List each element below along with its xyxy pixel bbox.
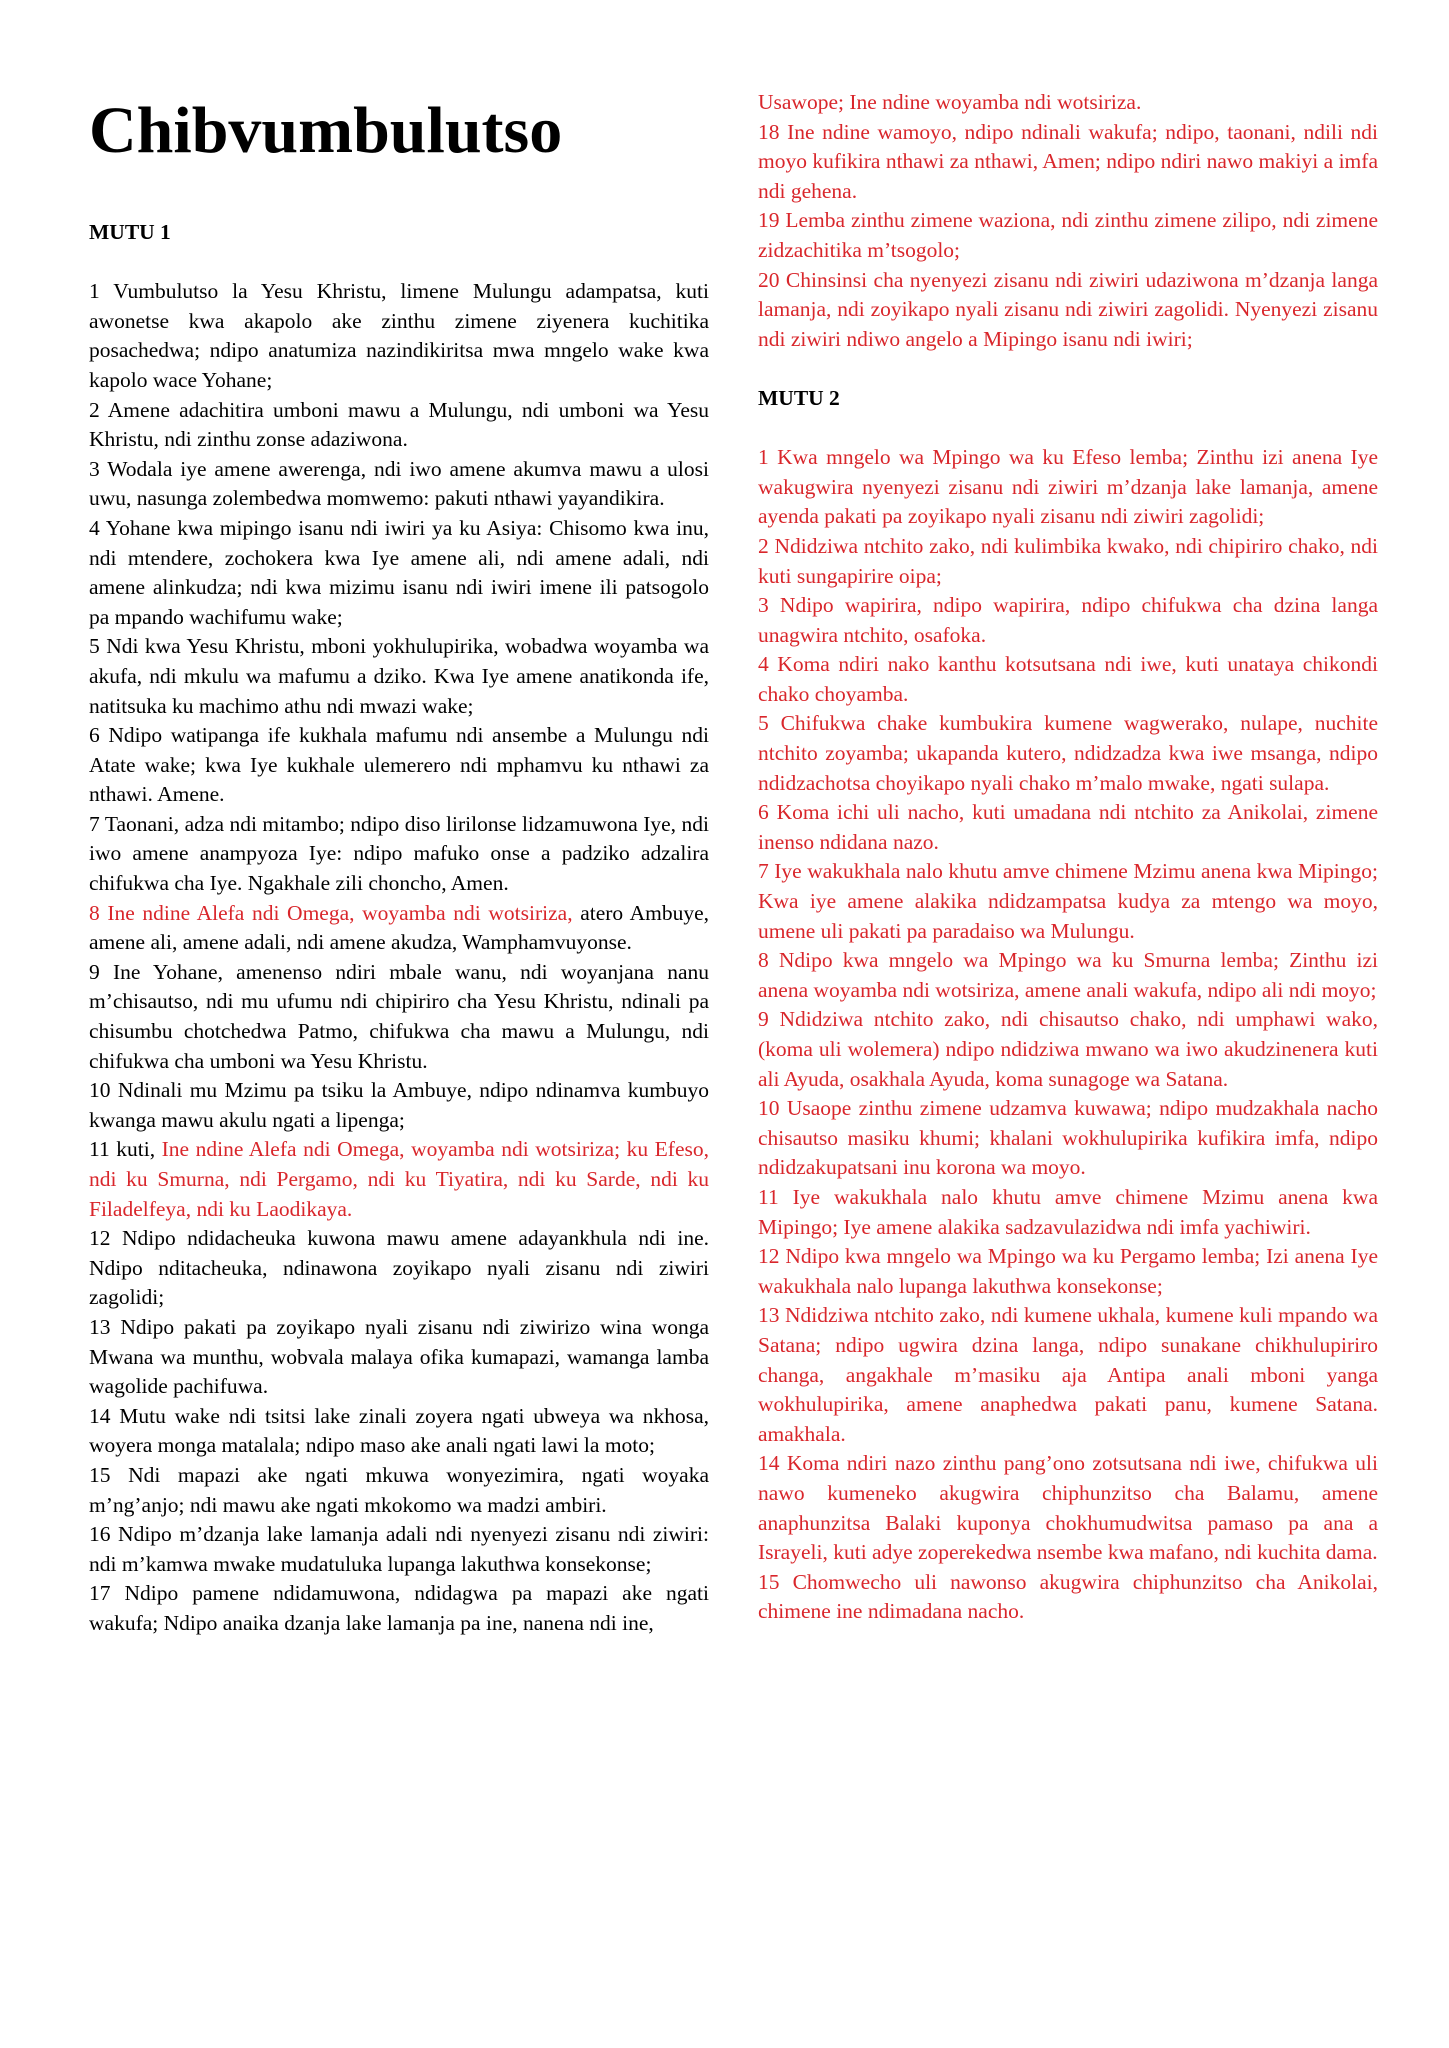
verse-2-2: 2 Ndidziwa ntchito zako, ndi kulimbika kwako, ndi chipiriro chako, ndi kuti sungapirire oipa; xyxy=(758,533,1378,588)
verse-1-8-black: atero Ambuye, amene ali, amene adali, ndi amene akudza, Wamphamvuyonse. xyxy=(89,900,709,955)
verse-2-8: 8 Ndipo kwa mngelo wa Mpingo wa ku Smurna lemba; Zinthu izi anena woyamba ndi wotsiriza, amene anali wakufa, ndipo ali ndi moyo; xyxy=(758,948,1378,1002)
verse-2-3: 3 Ndipo wapirira, ndipo wapirira, ndipo chifukwa cha dzina langa unagwira ntchito, osafoka. xyxy=(758,593,1378,647)
verse-1-15: 15 Ndi mapazi ake ngati mkuwa wonyezimira, ngati woyaka m’ng’anjo; ndi mawu ake ngati mkokomo wa madzi ambiri. xyxy=(89,1462,709,1517)
verse-2-13: 13 Ndidziwa ntchito zako, ndi kumene ukhala, kumene kuli mpando wa Satana; ndipo ugwira dzina langa, ndipo sunakane chikhulupiriro changa, angakhale m’masiku aja Antipa anali mboni yanga wokhulupirika, amene anaphedwa pakati panu, kumene Satana. amakhala. xyxy=(758,1303,1378,1446)
verse-1-3: 3 Wodala iye amene awerenga, ndi iwo amene akumva mawu a ulosi uwu, nasunga zolembedwa momwemo: pakuti nthawi yayandikira. xyxy=(89,456,709,511)
verse-1-11-red: Ine ndine Alefa ndi Omega, woyamba ndi wotsiriza; ku Efeso, ndi ku Smurna, ndi Pergamo, ndi ku Tiyatira, ndi ku Sarde, ndi ku Filadelfeya, ndi ku Laodikaya. xyxy=(89,1137,709,1221)
chapter-1-heading: MUTU 1 xyxy=(89,220,171,244)
verse-1-5: 5 Ndi kwa Yesu Khristu, mboni yokhulupirika, wobadwa woyamba wa akufa, ndi mkulu wa mafumu a dziko. Kwa Iye amene anatikonda ife, natitsuka ku machimo athu ndi mwazi wake; xyxy=(89,634,709,718)
left-column xyxy=(89,0,709,1639)
verse-2-15: 15 Chomwecho uli nawonso akugwira chiphunzitso cha Anikolai, chimene ine ndimadana nacho. xyxy=(758,1569,1378,1624)
verse-1-17: 17 Ndipo pamene ndidamuwona, ndidagwa pa mapazi ake ngati wakufa; Ndipo anaika dzanja lake lamanja pa ine, nanena ndi ine, xyxy=(89,1581,709,1635)
verse-1-8 xyxy=(89,899,709,958)
verse-2-7: 7 Iye wakukhala nalo khutu amve chimene Mzimu anena kwa Mipingo; Kwa iye amene alakika ndidzampatsa kudya za mtengo wa moyo, umene uli pakati pa paradaiso wa Mulungu. xyxy=(758,859,1378,943)
verse-1-1: 1 Vumbulutso la Yesu Khristu, limene Mulungu adampatsa, kuti awonetse kwa akapolo ake zinthu zimene ziyenera kuchitika posachedwa; ndipo anatumiza nazindikiritsa mwa mngelo wake kwa kapolo wace Yohane; xyxy=(89,279,709,392)
verse-1-9: 9 Ine Yohane, amenenso ndiri mbale wanu, ndi woyanjana nanu m’chisautso, ndi mu ufumu ndi chipiriro cha Yesu Khristu, ndinali pa chisumbu chotchedwa Patmo, chifukwa cha mawu a Mulungu, ndi chifukwa cha umboni wa Yesu Khristu. xyxy=(89,959,709,1073)
verse-2-12: 12 Ndipo kwa mngelo wa Mpingo wa ku Pergamo lemba; Izi anena Iye wakukhala nalo lupanga lakuthwa konsekonse; xyxy=(758,1244,1378,1298)
right-column xyxy=(758,0,1378,1627)
verse-1-12: 12 Ndipo ndidacheuka kuwona mawu amene adayankhula ndi ine. Ndipo nditacheuka, ndinawona zoyikapo nyali zisanu ndi ziwiri zagolidi; xyxy=(89,1226,709,1310)
verse-1-4: 4 Yohane kwa mipingo isanu ndi iwiri ya ku Asiya: Chisomo kwa inu, ndi mtendere, zochokera kwa Iye amene ali, ndi amene adali, ndi amene alinkudza; ndi kwa mizimu isanu ndi iwiri imene ili patsogolo pa mpando wachifumu wake; xyxy=(89,515,709,629)
verse-1-19: 19 Lemba zinthu zimene waziona, ndi zinthu zimene zilipo, ndi zimene zidzachitika m’tsogolo; xyxy=(758,208,1378,262)
verse-1-17-red: Usawope; Ine ndine woyamba ndi wotsiriza. xyxy=(758,90,1142,114)
verse-1-7: 7 Taonani, adza ndi mitambo; ndipo diso lirilonse lidzamuwona Iye, ndi iwo amene anampyoza Iye: ndipo mafuko onse a padziko adzalira chifukwa cha Iye. Ngakhale zili choncho, Amen. xyxy=(89,811,709,896)
verse-2-4: 4 Koma ndiri nako kanthu kotsutsana ndi iwe, kuti unataya chikondi chako choyamba. xyxy=(758,652,1378,706)
verse-1-14: 14 Mutu wake ndi tsitsi lake zinali zoyera ngati ubweya wa nkhosa, woyera monga matalala; ndipo maso ake anali ngati lawi la moto; xyxy=(89,1403,709,1458)
verse-1-11-black: 11 kuti, xyxy=(89,1137,156,1162)
verse-1-18: 18 Ine ndine wamoyo, ndipo ndinali wakufa; ndipo, taonani, ndili ndi moyo kufikira nthawi za nthawi, Amen; ndipo ndiri nawo makiyi a imfa ndi gehena. xyxy=(758,119,1378,203)
verse-1-16: 16 Ndipo m’dzanja lake lamanja adali ndi nyenyezi zisanu ndi ziwiri: ndi m’kamwa mwake mudatuluka lupanga lakuthwa konsekonse; xyxy=(89,1522,709,1576)
verse-2-10: 10 Usaope zinthu zimene udzamva kuwawa; ndipo mudzakhala nacho chisautso masiku khumi; khalani wokhulupirika kufikira imfa, ndipo ndidzakupatsani inu korona wa moyo. xyxy=(758,1096,1378,1180)
verse-1-6: 6 Ndipo watipanga ife kukhala mafumu ndi ansembe a Mulungu ndi Atate wake; kwa Iye kukhale ulemerero ndi mphamvu ku nthawi za nthawi. Amene. xyxy=(89,723,709,807)
verse-1-2: 2 Amene adachitira umboni mawu a Mulungu, ndi umboni wa Yesu Khristu, ndi zinthu zonse adaziwona. xyxy=(89,397,709,452)
verse-1-10: 10 Ndinali mu Mzimu pa tsiku la Ambuye, ndipo ndinamva kumbuyo kwanga mawu akulu ngati a lipenga; xyxy=(89,1078,709,1132)
verse-1-8-red: 8 Ine ndine Alefa ndi Omega, woyamba ndi wotsiriza, xyxy=(89,900,573,925)
verse-2-6: 6 Koma ichi uli nacho, kuti umadana ndi ntchito za Anikolai, zimene inenso ndidana nazo. xyxy=(758,800,1378,854)
verse-1-20: 20 Chinsinsi cha nyenyezi zisanu ndi ziwiri udaziwona m’dzanja langa lamanja, ndi zoyikapo nyali zisanu ndi ziwiri zagolidi. Nyenyezi zisanu ndi ziwiri ndiwo angelo a Mipingo isanu ndi iwiri; xyxy=(758,267,1378,351)
verse-2-1: 1 Kwa mngelo wa Mpingo wa ku Efeso lemba; Zinthu izi anena Iye wakugwira nyenyezi zisanu ndi ziwiri m’dzanja lake lamanja, amene ayenda pakati pa zoyikapo nyali zisanu ndi ziwiri zagolidi; xyxy=(758,445,1378,529)
verse-1-13: 13 Ndipo pakati pa zoyikapo nyali zisanu ndi ziwirizo wina wonga Mwana wa munthu, wobvala malaya ofika kumapazi, wamanga lamba wagolide pachifuwa. xyxy=(89,1314,709,1399)
verse-2-9: 9 Ndidziwa ntchito zako, ndi chisautso chako, ndi umphawi wako, (koma uli wolemera) ndipo ndidziwa mwano wa iwo akudzinenera kuti ali Ayuda, osakhala Ayuda, koma sunagoge wa Satana. xyxy=(758,1007,1378,1091)
chapter-2-heading: MUTU 2 xyxy=(758,385,840,410)
page-title: Chibvumbulutso xyxy=(89,94,563,167)
verse-2-14: 14 Koma ndiri nazo zinthu pang’ono zotsutsana ndi iwe, chifukwa uli nawo kumeneko akugwira chiphunzitso cha Balamu, amene anaphunzitsa Balaki kuponya chokhumudwitsa pamaso pa ana a Israyeli, kuti adye zoperekedwa nsembe kwa mafano, ndi kuchita dama. xyxy=(758,1451,1378,1565)
verse-2-11: 11 Iye wakukhala nalo khutu amve chimene Mzimu anena kwa Mipingo; Iye amene alakika sadzavulazidwa ndi imfa yachiwiri. xyxy=(758,1184,1378,1239)
verse-1-11 xyxy=(89,1135,709,1224)
verse-2-5: 5 Chifukwa chake kumbukira kumene wagwerako, nulape, nuchite ntchito zoyamba; ukapanda kutero, ndidzadza kwa iwe msanga, ndipo ndidzachotsa choyikapo nyali chako m’malo mwake, ngati sulapa. xyxy=(758,711,1378,795)
